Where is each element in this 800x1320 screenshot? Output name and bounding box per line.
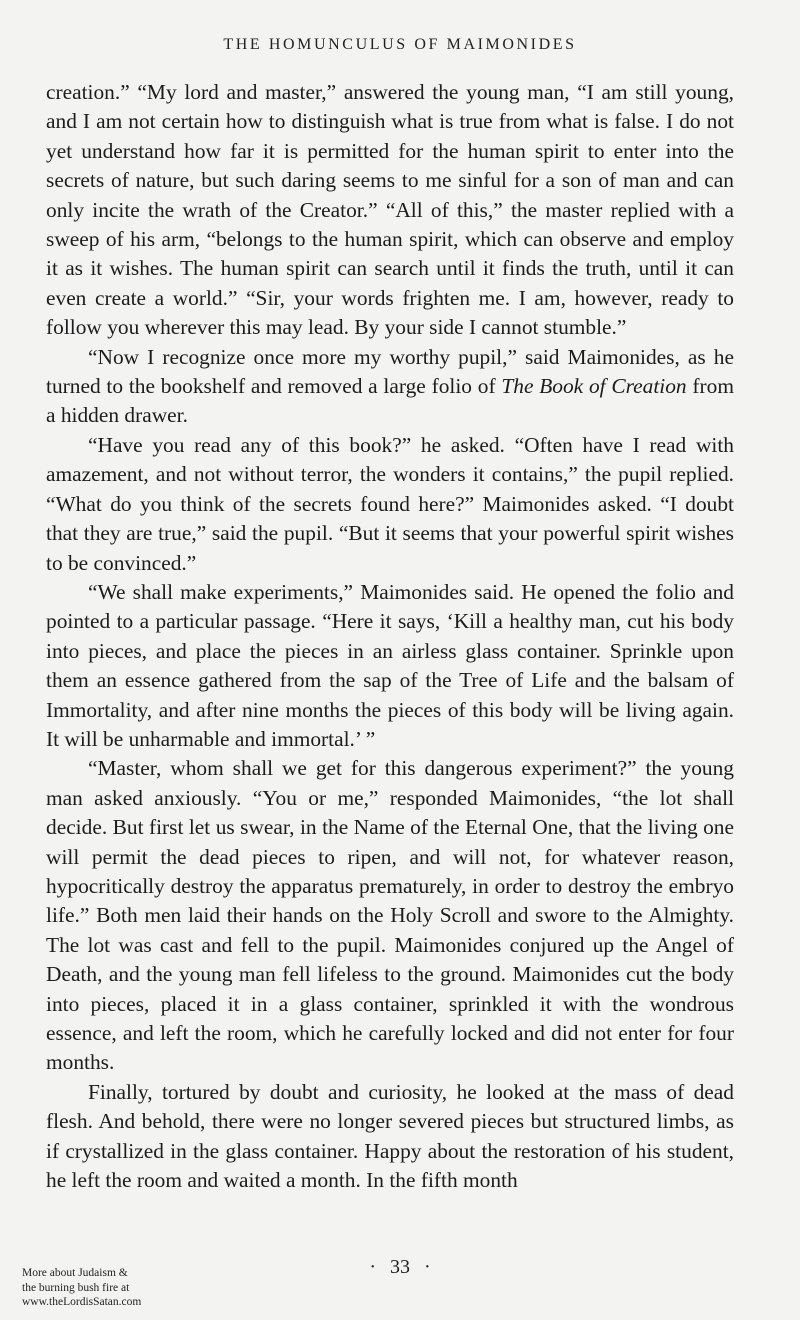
watermark-line-2: the burning bush fire at — [22, 1281, 130, 1294]
book-title: The Book of Creation — [501, 374, 687, 399]
paragraph-6: Finally, tortured by doubt and curiosity, he looked at the mass of dead flesh. And behold, there were no longer severed pieces but structured limbs, as if crystallized in the glass container. Happy about the restoration of his student, he left the room and waited a month. In the fifth month — [46, 1079, 734, 1193]
paragraph-4: “We shall make experiments,” Maimonides said. He opened the folio and pointed to a particular passage. “Here it says, ‘Kill a healthy man, cut his body into pieces, and place the pieces in an airless glass container. Sprinkle upon them an essence gathered from the sap of the Tree of Life and the balsam of Immortality, and after nine months the pieces of this body will be living again. It will be unharmable and immortal.’ ” — [46, 579, 734, 751]
watermark-note — [22, 1266, 141, 1310]
paragraph-2-text-before: “Now I recognize once more my worthy pupil,” said Maimonides, as he turned to the bookshelf and removed a large folio of — [46, 344, 734, 399]
paragraph-3: “Have you read any of this book?” he asked. “Often have I read with amazement, and not without terror, the wonders it contains,” the pupil replied. “What do you think of the secrets found here?” Maimonides asked. “I doubt that they are true,” said the pupil. “But it seems that your powerful spirit wishes to be convinced.” — [46, 432, 734, 575]
paragraph-2-text-after: from a hidden drawer. — [46, 374, 734, 428]
footer-dot-right: · — [424, 1256, 431, 1278]
paragraph-5: “Master, whom shall we get for this dangerous experiment?” the young man asked anxiously. “You or me,” responded Maimonides, “the lot shall decide. But first let us swear, in the Name of the Eternal One, that the living one will permit the dead pieces to ripen, and will not, for whatever reason, hypocritically destroy the apparatus prematurely, in order to destroy the embryo life.” Both men laid their hands on the Holy Scroll and swore to the Almighty. The lot was cast and fell to the pupil. Maimonides conjured up the Angel of Death, and the young man fell lifeless to the ground. Maimonides cut the body into pieces, placed it in a glass container, sprinkled it with the wondrous essence, and left the room, which he carefully locked and did not enter for four months. — [46, 756, 734, 1075]
running-header: THE HOMUNCULUS OF MAIMONIDES — [223, 36, 577, 53]
watermark-line-1: More about Judaism & — [22, 1267, 128, 1279]
body-text — [46, 78, 734, 1195]
footer-dot-left: · — [369, 1256, 376, 1278]
paragraph-2 — [46, 343, 734, 431]
watermark-url: www.theLordisSatan.com — [22, 1296, 142, 1308]
page-number: 33 — [390, 1256, 410, 1278]
paragraph-1: creation.” “My lord and master,” answered the young man, “I am still young, and I am not certain how to distinguish what is true from what is false. I do not yet understand how far it is permitted for the human spirit to enter into the secrets of nature, but such daring seems to me sinful for a son of man and can only incite the wrath of the Creator.” “All of this,” the master replied with a sweep of his arm, “belongs to the human spirit, which can observe and employ it as it wishes. The human spirit can search until it finds the truth, until it can even create a world.” “Sir, your words frighten me. I am, however, ready to follow you wherever this may lead. By your side I cannot stumble.” — [46, 80, 734, 340]
